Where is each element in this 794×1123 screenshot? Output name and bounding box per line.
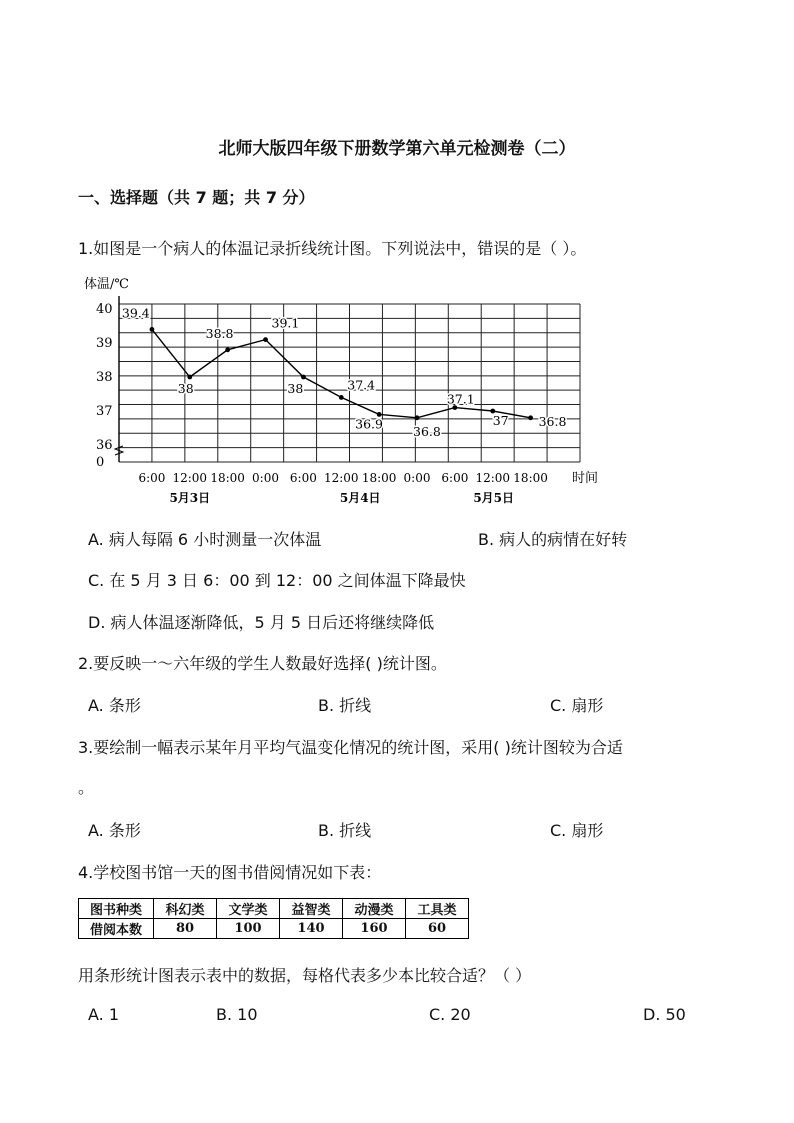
x-tick-label: 12:00 xyxy=(323,471,359,485)
data-point xyxy=(528,415,533,420)
data-point xyxy=(339,395,344,400)
y-tick-label: 37 xyxy=(96,404,113,419)
table-cell: 工具类 xyxy=(406,899,469,919)
table-cell: 借阅本数 xyxy=(79,919,154,939)
table-cell: 动漫类 xyxy=(343,899,406,919)
y-tick-label: 36 xyxy=(96,438,113,453)
day-label: 5月5日 xyxy=(473,491,515,505)
data-label: 37.1 xyxy=(446,391,475,407)
data-label: 39.1 xyxy=(271,315,300,331)
data-point xyxy=(150,327,155,332)
y-tick-label: 39 xyxy=(96,336,113,351)
data-label: 36.8 xyxy=(413,423,441,439)
table-cell: 160 xyxy=(343,919,406,939)
temperature-line-chart xyxy=(74,270,614,515)
table-row xyxy=(79,919,469,939)
x-tick-label: 0:00 xyxy=(252,471,280,485)
book-borrowing-table xyxy=(78,898,469,939)
table-cell: 100 xyxy=(217,919,280,939)
data-label: 37 xyxy=(492,413,509,428)
x-tick-label: 12:00 xyxy=(475,471,511,485)
table-cell: 图书种类 xyxy=(79,899,154,919)
x-tick-label: 6:00 xyxy=(138,471,166,485)
q1-option-d[interactable]: D. 病人体温逐渐降低，5 月 5 日后还将继续降低 xyxy=(88,613,435,632)
x-tick-label: 18:00 xyxy=(210,471,245,485)
section-heading: 一、选择题（共 7 题；共 7 分） xyxy=(78,188,315,207)
table-cell: 80 xyxy=(154,919,217,939)
question-3-stem-end: 。 xyxy=(78,778,95,797)
day-label: 5月3日 xyxy=(169,491,211,505)
question-1-stem: 1.如图是一个病人的体温记录折线统计图。下列说法中，错误的是（ ）。 xyxy=(78,239,587,258)
question-2-stem: 2.要反映一～六年级的学生人数最好选择( )统计图。 xyxy=(78,654,447,673)
x-tick-label: 18:00 xyxy=(361,471,397,485)
q3-option-a[interactable]: A. 条形 xyxy=(88,821,141,840)
q2-option-c[interactable]: C. 扇形 xyxy=(550,696,604,715)
q1-option-b[interactable]: B. 病人的病情在好转 xyxy=(478,530,628,549)
x-tick-label: 12:00 xyxy=(172,471,208,485)
table-row xyxy=(79,899,469,919)
q4-option-c[interactable]: C. 20 xyxy=(429,1005,471,1024)
data-point xyxy=(263,337,268,342)
x-tick-label: 6:00 xyxy=(289,471,317,485)
x-tick-label: 0:00 xyxy=(403,471,431,485)
q1-option-a[interactable]: A. 病人每隔 6 小时测量一次体温 xyxy=(88,530,322,549)
day-label: 5月4日 xyxy=(339,491,381,505)
y-tick-label: 38 xyxy=(96,370,113,385)
x-axis-label: 时间 xyxy=(572,471,599,486)
data-label: 38 xyxy=(287,381,304,396)
question-4-text: 用条形统计图表示表中的数据，每格代表多少本比较合适？（ ） xyxy=(78,966,532,985)
data-point xyxy=(415,415,420,420)
y-tick-label: 0 xyxy=(96,455,105,470)
data-label: 36.8 xyxy=(538,413,567,429)
table-cell: 文学类 xyxy=(217,899,280,919)
q2-option-b[interactable]: B. 折线 xyxy=(318,696,372,715)
data-point xyxy=(187,375,192,380)
x-tick-label: 6:00 xyxy=(441,471,469,485)
q2-option-a[interactable]: A. 条形 xyxy=(88,696,141,715)
table-cell: 140 xyxy=(280,919,343,939)
q3-option-b[interactable]: B. 折线 xyxy=(318,821,372,840)
y-axis-label: 体温/℃ xyxy=(84,277,129,292)
data-label: 39.4 xyxy=(121,305,150,321)
data-label: 37.4 xyxy=(347,377,376,393)
q4-option-a[interactable]: A. 1 xyxy=(88,1005,120,1024)
q4-option-b[interactable]: B. 10 xyxy=(216,1005,258,1024)
x-tick-label: 18:00 xyxy=(513,471,548,485)
data-label: 38.8 xyxy=(205,325,234,341)
question-4-stem: 4.学校图书馆一天的图书借阅情况如下表： xyxy=(78,863,382,882)
data-point xyxy=(301,375,306,380)
table-cell: 益智类 xyxy=(280,899,343,919)
page-title: 北师大版四年级下册数学第六单元检测卷（二） xyxy=(218,139,576,159)
table-cell: 科幻类 xyxy=(154,899,217,919)
table-cell: 60 xyxy=(406,919,469,939)
y-tick-label: 40 xyxy=(96,302,113,317)
q4-option-d[interactable]: D. 50 xyxy=(643,1005,686,1024)
q1-option-c[interactable]: C. 在 5 月 3 日 6：00 到 12：00 之间体温下降最快 xyxy=(88,571,466,590)
data-point xyxy=(225,347,230,352)
data-label: 38 xyxy=(177,381,194,396)
q3-option-c[interactable]: C. 扇形 xyxy=(550,821,604,840)
question-3-stem: 3.要绘制一幅表示某年月平均气温变化情况的统计图，采用( )统计图较为合适 xyxy=(78,738,623,757)
data-label: 36.9 xyxy=(355,416,383,432)
